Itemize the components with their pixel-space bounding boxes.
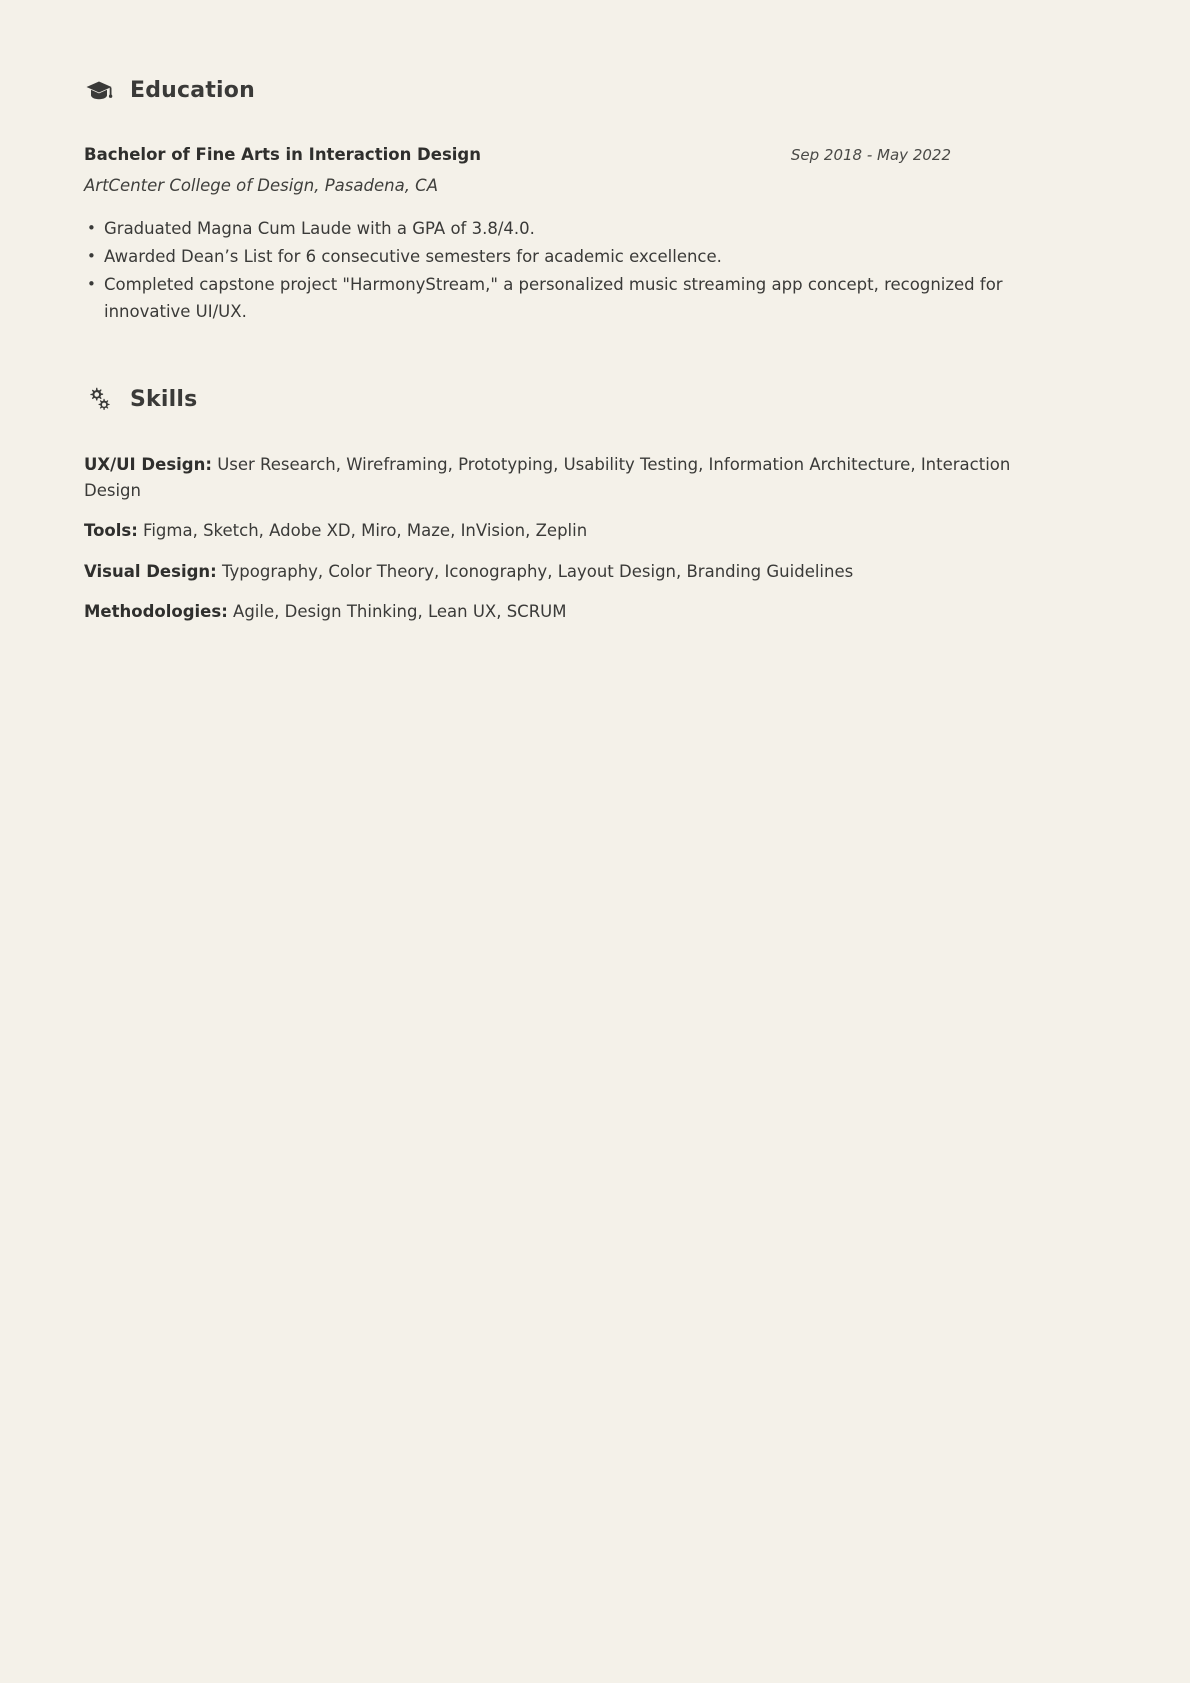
education-entry (84, 143, 1106, 326)
education-date: Sep 2018 - May 2022 (790, 145, 951, 164)
list-item: • Completed capstone project "HarmonyStream," a personalized music streaming app concept, recognized for innovative UI/UX. (84, 272, 1064, 325)
education-degree: Bachelor of Fine Arts in Interaction Design (84, 144, 481, 164)
skill-value: Figma, Sketch, Adobe XD, Miro, Maze, InVision, Zeplin (137, 521, 588, 541)
skill-value: Agile, Design Thinking, Lean UX, SCRUM (227, 602, 567, 622)
skill-value: User Research, Wireframing, Prototyping, Usability Testing, Information Architecture, Interaction Design (84, 454, 1011, 501)
education-entry-header (84, 143, 1106, 168)
skills-section-header (84, 371, 1106, 430)
list-item: • Graduated Magna Cum Laude with a GPA of 3.8/4.0. (84, 216, 1064, 242)
skill-label: Methodologies: (84, 602, 228, 622)
education-school: ArtCenter College of Design, Pasadena, CA (84, 176, 438, 196)
section-title: Education (130, 78, 255, 104)
skill-value: Typography, Color Theory, Iconography, Layout Design, Branding Guidelines (216, 561, 854, 581)
skill-label: Visual Design: (84, 561, 217, 581)
education-section (84, 62, 1106, 325)
graduation-cap-icon (84, 76, 114, 106)
skills-section (84, 371, 1106, 625)
skill-group (84, 599, 1034, 625)
education-section-header (84, 62, 1106, 121)
section-title: Skills (130, 387, 198, 413)
skill-group (84, 452, 1034, 505)
gears-icon (84, 385, 114, 415)
skill-label: UX/UI Design: (84, 454, 212, 474)
skill-group (84, 559, 1034, 585)
list-item: • Awarded Dean’s List for 6 consecutive semesters for academic excellence. (84, 244, 1064, 270)
skill-group (84, 518, 1034, 544)
education-bullet-list (84, 216, 1106, 326)
skill-label: Tools: (84, 521, 138, 541)
